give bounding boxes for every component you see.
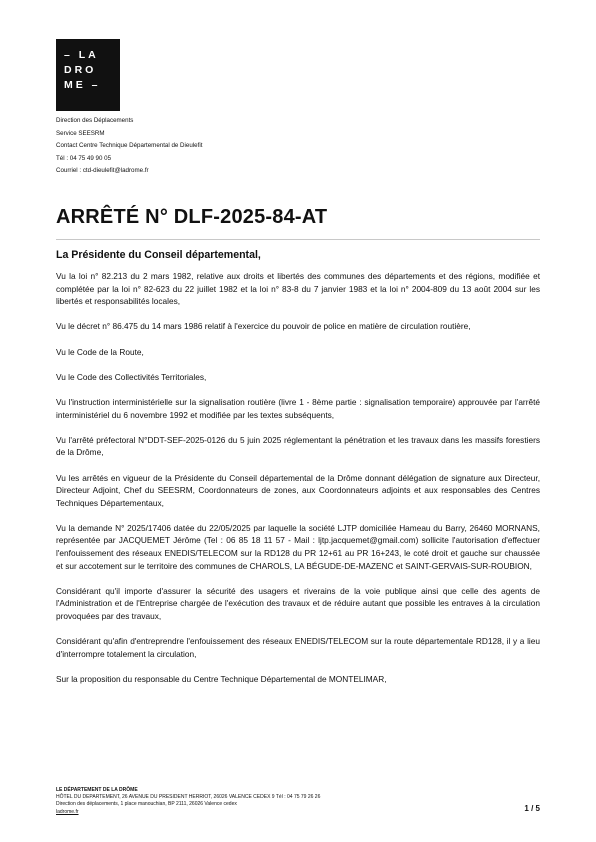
body-paragraph: Considérant qu'afin d'entreprendre l'enfouissement des réseaux ENEDIS/TELECOM sur la route départementale RD128, il y a lieu d'interrompre totalement la circulation, [56, 636, 540, 659]
footer-dept: LE DÉPARTEMENT DE LA DRÔME [56, 787, 138, 793]
body-paragraph: Sur la proposition du responsable du Centre Technique Départemental de MONTELIMAR, [56, 674, 387, 684]
footer-address: HÔTEL DU DEPARTEMENT, 26 AVENUE DU PRESIDENT HERRIOT, 26026 VALENCE CEDEX 9 Tél : 04 75 79 26 26 [56, 794, 321, 801]
logo-line: ME – [64, 79, 101, 91]
logo-line: – LA [64, 49, 99, 61]
body-paragraph: Vu le décret n° 86.475 du 14 mars 1986 relatif à l'exercice du pouvoir de police en matière de circulation routière, [56, 321, 471, 332]
footer-site-link[interactable]: ladrome.fr [56, 808, 79, 815]
contact-direction: Direction des Déplacements [56, 117, 134, 124]
contact-centre: Contact Centre Technique Départemental de Dieulefit [56, 142, 203, 149]
contact-service: Service SEESRM [56, 129, 105, 137]
contact-email: Courriel : ctd-dieulefit@ladrome.fr [56, 167, 149, 174]
document-title: ARRÊTÉ N° DLF-2025-84-AT [56, 206, 328, 228]
page-number: 1 / 5 [524, 804, 540, 813]
body-paragraph: Considérant qu'il importe d'assurer la sécurité des usagers et riverains de la voie publique ainsi que celle des agents de l'Administration et de l'Entreprise chargée de l'exécution des travaux et de réduire autant que possible les entraves à la circulation provoquées par des travaux, [56, 585, 540, 622]
page-footer [56, 787, 540, 816]
body-paragraph: Vu le Code de la Route, [56, 346, 144, 357]
body-paragraph: Vu l'instruction interministérielle sur la signalisation routière (livre 1 - 8ème partie : signalisation temporaire) approuvée par l'arrêté interministériel du 6 novembre 1992 et modifiée par les textes subséquents, [56, 396, 540, 420]
body-paragraph: Vu la loi n° 82.213 du 2 mars 1982, relative aux droits et libertés des communes des départements et des régions, modifiée et complétée par la loi n° 82-623 du 22 juillet 1982 et la loi n° 83-8 du 7 janvier 1983 et la loi n° 2004-809 du 13 août 2004 sur les libertés et responsabilités locales, [56, 271, 540, 307]
body-paragraph: Vu la demande N° 2025/17406 datée du 22/05/2025 par laquelle la société LJTP domiciliée Hameau du Barry, 26460 MORNANS, représentée par JACQUEMET Jérôme (Tel : 06 85 18 11 57 - Mail : ljtp.jacquemet@gmail.com) sollicite l'autorisation d'effectuer l'enfouissement des réseaux ENEDIS/TELECOM sur la RD128 du PR 12+61 au PR 16+243, le coté droit et gauche sur chaussée et sur accotement sur le territoire des communes de CHAROLS, LA BÉGUDE-DE-MAZENC et SAINT-GERVAIS-SUR-ROUBION, [56, 522, 540, 571]
body-paragraph: Vu les arrêtés en vigueur de la Présidente du Conseil départemental de la Drôme donnant délégation de signature aux Directeur, Directeur Adjoint, Chef du SEESRM, Coordonnateurs de zones, aux Coordonnateurs adjoints et aux responsables des Centres Techniques Départementaux, [56, 472, 540, 508]
contact-block [56, 115, 202, 178]
document-body [56, 270, 540, 698]
la-drome-logo [56, 39, 120, 111]
body-paragraph: Vu l'arrêté préfectoral N°DDT-SEF-2025-0126 du 5 juin 2025 réglementant la pénétration et les travaux dans les massifs forestiers de la Drôme, [56, 434, 540, 458]
body-paragraph: Vu le Code des Collectivités Territoriales, [56, 371, 207, 382]
logo-line: DRO [64, 64, 97, 76]
document-subtitle: La Présidente du Conseil départemental, [56, 249, 261, 261]
footer-direction: Direction des déplacements, 1 place manouchian, BP 2111, 26026 Valence cedex [56, 801, 237, 808]
contact-tel: Tél : 04 75 49 90 05 [56, 154, 112, 162]
title-divider [56, 239, 540, 240]
